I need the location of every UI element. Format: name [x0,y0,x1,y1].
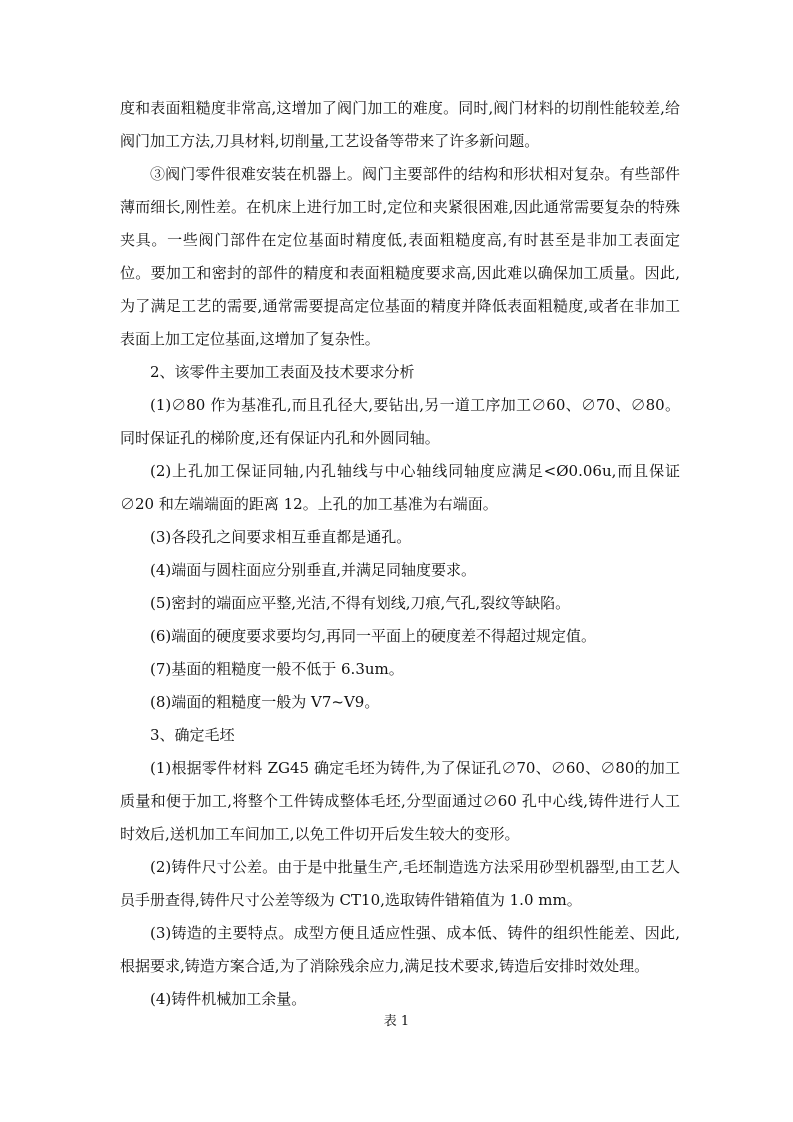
list-item-1: (1)∅80 作为基准孔,而且孔径大,要钻出,另一道工序加工∅60、∅70、∅80。同时保证孔的梯阶度,还有保证内孔和外圆同轴。 [120,396,680,447]
blank-item-3: (3)铸造的主要特点。成型方便且适应性强、成本低、铸件的组织性能差、因此,根据要求,铸造方案合适,为了消除残余应力,满足技术要求,铸造后安排时效处理。 [120,924,680,975]
table-caption: 表 1 [383,1014,410,1029]
blank-item-2: (2)铸件尺寸公差。由于是中批量生产,毛坯制造选方法采用砂型机器型,由工艺人员手册查得,铸件尺寸公差等级为 CT10,选取铸件错箱值为 1.0 mm。 [120,858,680,909]
list-item-4: (4)端面与圆柱面应分别垂直,并满足同轴度要求。 [150,561,477,579]
blank-item-4: (4)铸件机械加工余量。 [150,990,307,1008]
blank-item-1: (1)根据零件材料 ZG45 确定毛坯为铸件,为了保证孔∅70、∅60、∅80的加工质量和便于加工,将整个工件铸成整体毛坯,分型面通过∅60 孔中心线,铸件进行人工时效后,送机加工车间加工,以免工件切开后发生较大的变形。 [120,759,680,843]
list-item-6: (6)端面的硬度要求要均匀,再同一平面上的硬度差不得超过规定值。 [150,627,597,645]
list-item-3: (3)各段孔之间要求相互垂直都是通孔。 [150,528,412,546]
section-heading-surface-analysis: 2、该零件主要加工表面及技术要求分析 [150,363,415,381]
list-item-7: (7)基面的粗糙度一般不低于 6.3um。 [150,660,404,678]
paragraph-continuation: 度和表面粗糙度非常高,这增加了阀门加工的难度。同时,阀门材料的切削性能较差,给阀门加工方法,刀具材料,切削量,工艺设备等带来了许多新问题。 [120,99,680,150]
list-item-8: (8)端面的粗糙度一般为 V7~V9。 [150,693,380,711]
list-item-2: (2)上孔加工保证同轴,内孔轴线与中心轴线同轴度应满足<Ø0.06u,而且保证∅20 和左端端面的距离 12。上孔的加工基准为右端面。 [120,462,680,513]
list-item-5: (5)密封的端面应平整,光洁,不得有划线,刀痕,气孔,裂纹等缺陷。 [150,594,571,612]
paragraph-valve-mounting: ③阀门零件很难安装在机器上。阀门主要部件的结构和形状相对复杂。有些部件薄而细长,刚性差。在机床上进行加工时,定位和夹紧很困难,因此通常需要复杂的特殊夹具。一些阀门部件在定位基面时精度低,表面粗糙度高,有时甚至是非加工表面定位。要加工和密封的部件的精度和表面粗糙度要求高,因此难以确保加工质量。因此,为了满足工艺的需要,通常需要提高定位基面的精度并降低表面粗糙度,或者在非加工表面上加工定位基面,这增加了复杂性。 [120,165,680,348]
section-heading-blank: 3、确定毛坯 [150,726,235,744]
body-text [120,92,680,1016]
